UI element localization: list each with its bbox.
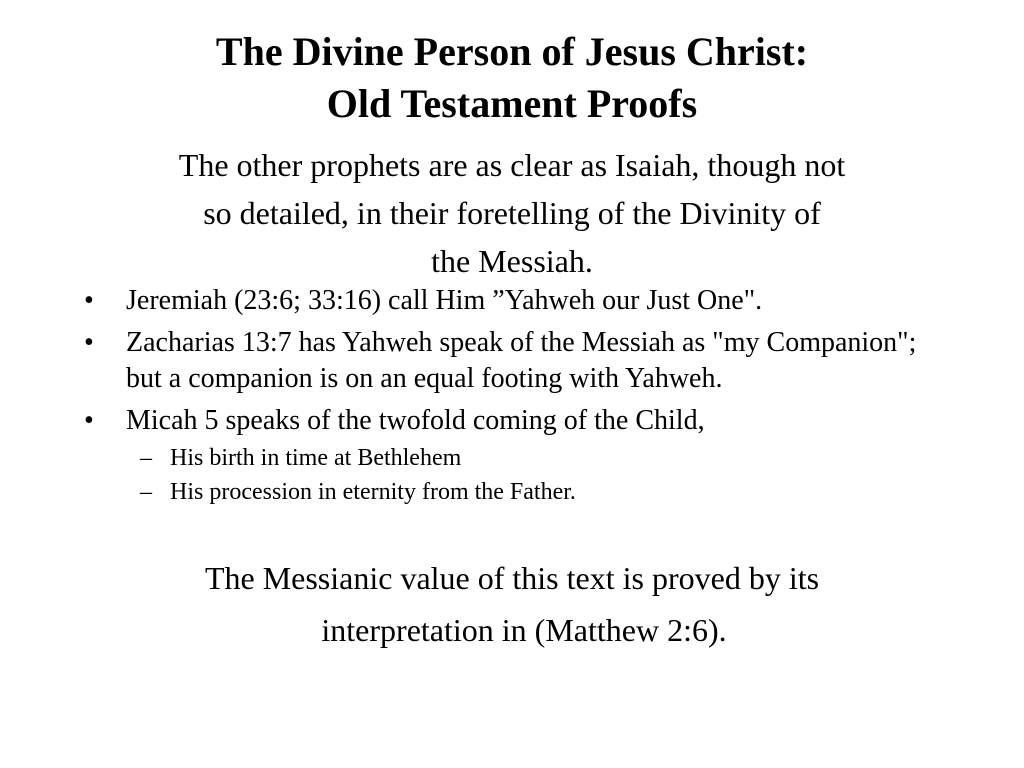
bullet-text: Micah 5 speaks of the twofold coming of the Child, (126, 405, 705, 436)
intro-line-3: the Messiah. (431, 243, 593, 279)
bullet-text: Jeremiah (23:6; 33:16) call Him ”Yahweh our Just One". (126, 285, 763, 316)
closing-line-2: interpretation in (Matthew 2:6). (321, 612, 727, 648)
bullet-marker: • (84, 327, 94, 358)
intro-paragraph (90, 141, 934, 285)
sub-bullet-birth (84, 441, 944, 475)
bullet-item-micah (84, 403, 944, 439)
intro-line-2: so detailed, in their foretelling of the Divinity of (203, 195, 821, 231)
sub-bullet-text: His procession in eternity from the Father. (170, 479, 576, 505)
sub-bullet-marker: – (140, 445, 152, 471)
title-line-2: Old Testament Proofs (326, 81, 698, 126)
bullet-marker: • (84, 405, 94, 436)
slide-title (0, 26, 1024, 130)
bullet-marker: • (84, 285, 94, 316)
bullet-text: Zacharias 13:7 has Yahweh speak of the Messiah as "my Companion"; but a companion is on an equal footing with Yahweh. (126, 327, 917, 394)
sub-bullet-text: His birth in time at Bethlehem (170, 445, 462, 471)
bullet-item-zacharias (84, 325, 944, 397)
title-line-1: The Divine Person of Jesus Christ: (215, 29, 809, 74)
intro-line-1: The other prophets are as clear as Isaiah, though not (178, 147, 846, 183)
sub-bullet-procession (84, 475, 944, 509)
bullet-list (84, 283, 944, 509)
closing-line-1: The Messianic value of this text is proved by its (204, 560, 820, 596)
closing-paragraph (100, 552, 924, 656)
sub-bullet-marker: – (140, 479, 152, 505)
bullet-item-jeremiah (84, 283, 944, 319)
